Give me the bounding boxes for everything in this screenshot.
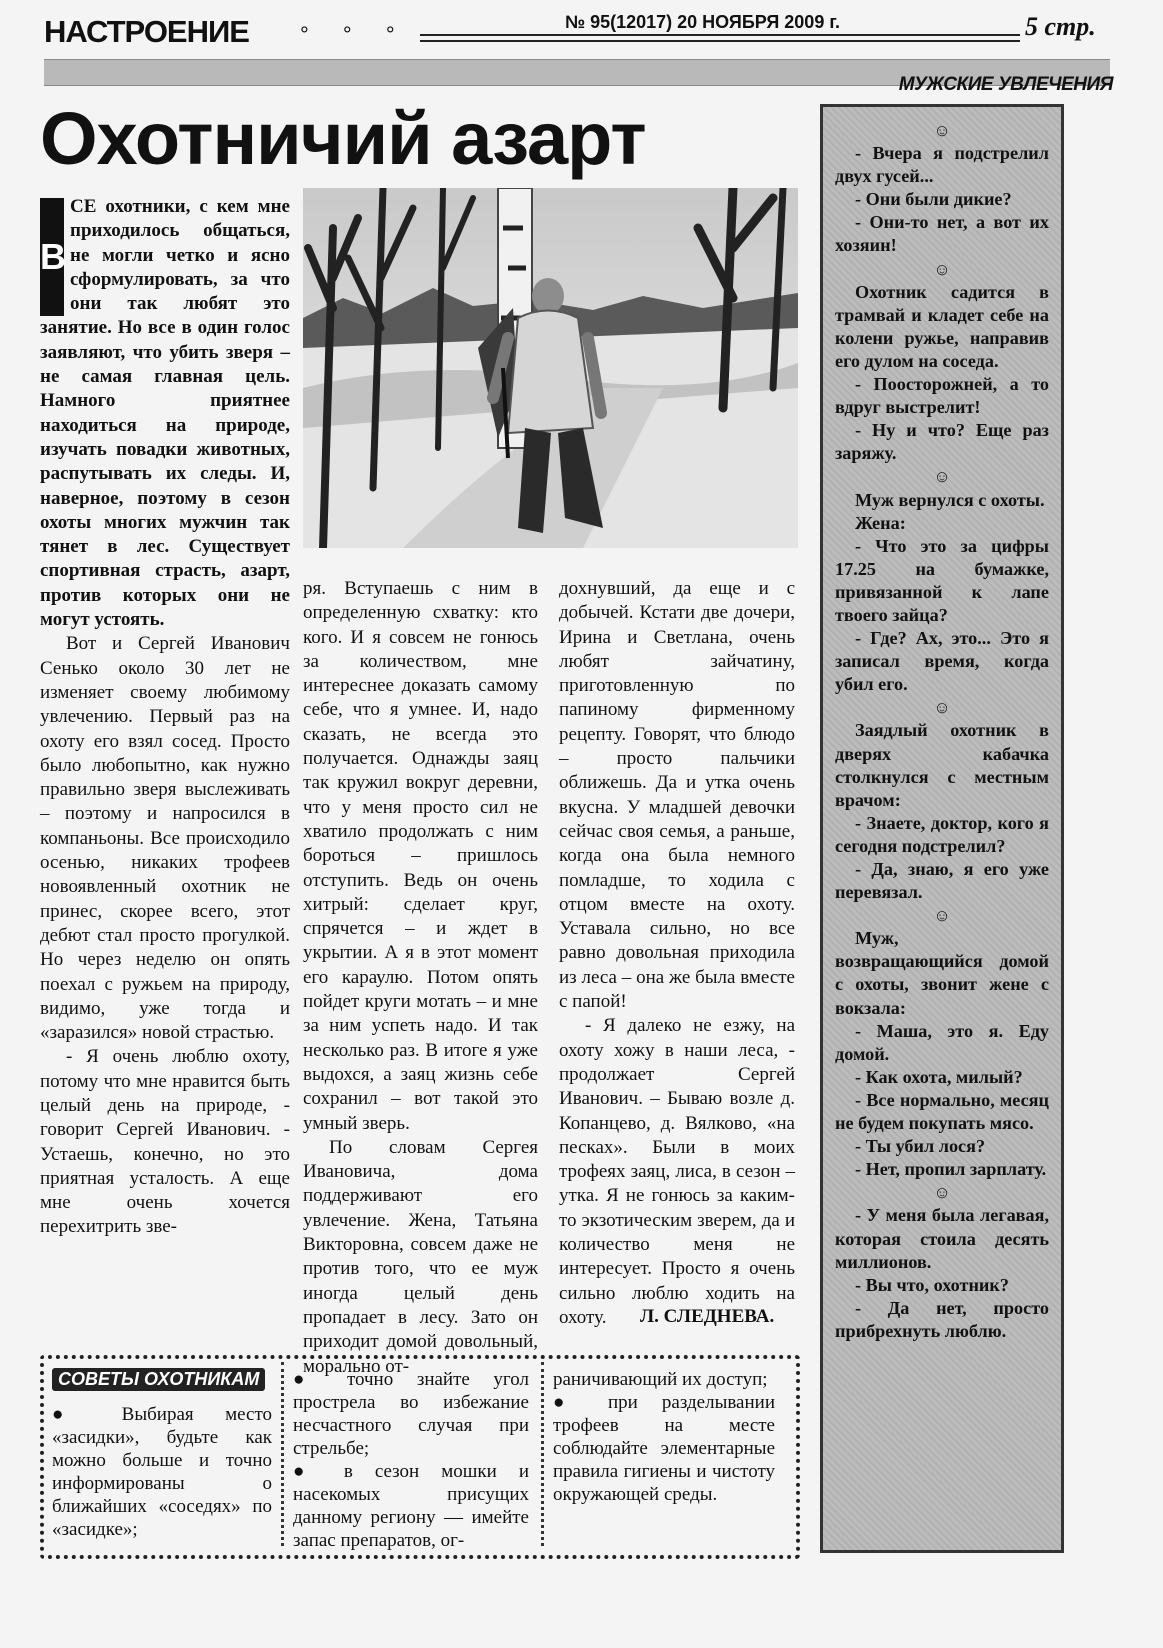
joke-line: - Поосторожней, а то вдруг выстрелит! — [835, 374, 1049, 418]
article-paragraph: - Я далеко не езжу, на охоту хожу в наши леса, - продолжает Сергей Иванович. – Бываю возле д. Копанцево, д. Вялково, «на песках». Были в моих трофеях заяц, лиса, в сезон – утка. Я не гонюсь за каким-то экзотическим зверем, да и количество меня не интересует. Просто я очень сильно люблю ходить на охоту. — [559, 1015, 795, 1328]
tip-item — [293, 1368, 529, 1460]
joke-line: Муж вернулся с охоты. — [855, 489, 1045, 510]
tip-item — [52, 1403, 272, 1541]
issue-info: № 95(12017) 20 НОЯБРЯ 2009 г. — [565, 12, 841, 32]
smiley-icon: ☺ — [933, 467, 951, 487]
joke-line: Муж, возвращающийся домой с охоты, звонит жене с вокзала: — [835, 928, 1049, 1018]
rubric-dots: ° ° ° — [300, 22, 409, 47]
tip-text: раничивающий их доступ; — [553, 1369, 768, 1390]
article-paragraph: ря. Вступаешь с ним в определенную схватку: кто кого. И я совсем не гонюсь за количеством, мне интереснее доказать самому себе, что я умнее. И, надо сказать, не всегда это получается. Однажды заяц так кружил вокруг деревни, что у меня просто сил не хватило продолжать с ним бороться – пришлось отступить. Ведь он очень хитрый: сделает круг, спрячется – и ждет в укрытии. А я в этот момент его караулю. Потом опять пойдет круги мотать – и мне за ним успеть надо. И так несколько раз. В итоге я уже выдохся, а заяц жизнь себе сохранил – вот такой это умный зверь. — [303, 578, 538, 1134]
joke-line: - Они были дикие? — [855, 189, 1012, 210]
tips-column-2 — [293, 1368, 529, 1552]
joke-line: - Как охота, милый? — [855, 1066, 1023, 1087]
tip-text: при разделывании трофеев на месте соблюдайте элементарные правила гигиены и чистоту окружающей среды. — [553, 1392, 775, 1505]
smiley-icon: ☺ — [933, 121, 951, 140]
tip-text: в сезон мошки и насекомых присущих данному региону — имейте запас препаратов, ог- — [293, 1461, 529, 1551]
joke-line: - Что это за цифры 17.25 на бумажке, привязанной к лапе твоего зайца? — [835, 535, 1049, 625]
joke-line: - Да нет, просто прибрехнуть люблю. — [835, 1297, 1049, 1341]
joke-line: Заядлый охотник в дверях кабачка столкнулся с местным врачом: — [835, 720, 1049, 810]
tip-text: точно знайте угол прострела во избежание несчастного случая при стрельбе; — [293, 1369, 529, 1459]
smiley-icon: ☺ — [933, 906, 951, 926]
bullet-icon: ● — [293, 1461, 322, 1482]
tip-item — [553, 1391, 775, 1506]
bullet-icon: ● — [52, 1404, 91, 1425]
header-rule — [420, 34, 1020, 42]
tip-text: Выбирая место «засидки», будьте как можно больше и точно информированы о ближайших «соседях» по «засидке»; — [52, 1404, 272, 1540]
article-column-1 — [40, 195, 290, 1240]
joke-line: Охотник садится в трамвай и кладет себе на колени ружье, направив его дулом на соседа. — [835, 281, 1049, 371]
smiley-icon: ☺ — [933, 259, 951, 279]
article-column-3 — [559, 577, 795, 1330]
joke-line: - Да, знаю, я его уже перевязал. — [835, 859, 1049, 903]
article-paragraph: дохнувший, да еще и с добычей. Кстати две дочери, Ирина и Светлана, очень любят зайчатину, приготовленную по папиному фирменному рецепту. Говорят, что блюдо – просто пальчики оближешь. Да и утка очень вкусна. У младшей девочки сейчас своя семья, а раньше, когда она была немного помладше, то ходила с отцом вместе на охоту. Уставала сильно, но все равно довольная приходила из леса – она же была вместе с папой! — [559, 578, 795, 1013]
article-paragraph: Вот и Сергей Иванович Сенько около 30 лет не изменяет своему любимому увлечению. Первый раз на охоту его взял сосед. Просто было любопытно, как нужно правильно зверя выслеживать – поэтому и напросился в компаньоны. Все происходило осенью, никаких трофеев новоявленный охотник не принес, скорее всего, этот дебют стал просто прогулкой. Но через неделю он опять поехал с ружьем на природу, видимо, уже тогда и «заразился» новой страстью. — [40, 633, 290, 1044]
rubric-title: НАСТРОЕНИЕ — [44, 14, 249, 49]
article-author: Л. СЛЕДНЕВА. — [640, 1306, 775, 1327]
drop-cap: В — [40, 198, 64, 316]
joke-line: - Ты убил лося? — [855, 1136, 986, 1157]
tips-heading: СОВЕТЫ ОХОТНИКАМ — [52, 1368, 265, 1391]
tip-item — [553, 1368, 775, 1391]
joke-line: - Знаете, доктор, кого я сегодня подстрелил? — [835, 812, 1049, 856]
joke-line: - У меня была легавая, которая стоила десять миллионов. — [835, 1205, 1049, 1272]
joke-line: - Нет, пропил зарплату. — [855, 1159, 1047, 1180]
page-number: 5 стр. — [1025, 12, 1096, 41]
jokes-sidebar — [820, 104, 1064, 1553]
tips-column-1 — [52, 1403, 272, 1541]
hunter-photo — [303, 188, 798, 548]
section-label: МУЖСКИЕ УВЛЕЧЕНИЯ — [898, 74, 1113, 95]
bullet-icon: ● — [553, 1392, 584, 1413]
bullet-icon: ● — [293, 1369, 324, 1390]
joke-line: - Ну и что? Еще раз заряжу. — [835, 420, 1049, 464]
tips-column-3 — [553, 1368, 775, 1506]
article-lead: СЕ охотники, с кем мне приходилось общаться, не могли четко и ясно сформулировать, за что они так любят это занятие. Но все в один голос заявляют, что убить зверя – не самая главная цель. Намного приятнее находиться на природе, изучать повадки животных, распутывать их следы. И, наверное, поэтому в сезон охоты многих мужчин так тянет в лес. Существует спортивная страсть, азарт, против которых они не могут устоять. — [40, 196, 290, 631]
article-title: Охотничий азарт — [40, 97, 646, 180]
smiley-icon: ☺ — [933, 698, 951, 718]
article-paragraph: - Я очень люблю охоту, потому что мне нравится быть целый день на природе, - говорит Сергей Иванович. - Устаешь, конечно, но это приятная усталость. А еще мне очень хочется перехитрить зве- — [40, 1046, 290, 1238]
jokes-list — [835, 119, 1049, 1343]
joke-line: - Они-то нет, а вот их хозяин! — [835, 212, 1049, 256]
winter-forest-hunter-image — [303, 188, 798, 548]
smiley-icon: ☺ — [933, 1183, 951, 1203]
joke-line: - Маша, это я. Еду домой. — [835, 1020, 1049, 1064]
article-column-2 — [303, 577, 538, 1379]
tips-divider — [541, 1362, 544, 1546]
tips-divider — [281, 1362, 284, 1546]
joke-line: Жена: — [855, 512, 906, 533]
article-paragraph: По словам Сергея Ивановича, дома поддерживают его увлечение. Жена, Татьяна Викторовна, совсем даже не против того, что ее муж иногда целый день пропадает в лесу. Зато он приходит домой довольный, морально от- — [303, 1136, 538, 1377]
joke-line: - Вчера я подстрелил двух гусей... — [835, 143, 1049, 187]
joke-line: - Вы что, охотник? — [855, 1274, 1009, 1295]
joke-line: - Все нормально, месяц не будем покупать мясо. — [835, 1089, 1049, 1134]
tip-item — [293, 1460, 529, 1552]
joke-line: - Где? Ах, это... Это я записал время, когда убил его. — [835, 628, 1049, 695]
